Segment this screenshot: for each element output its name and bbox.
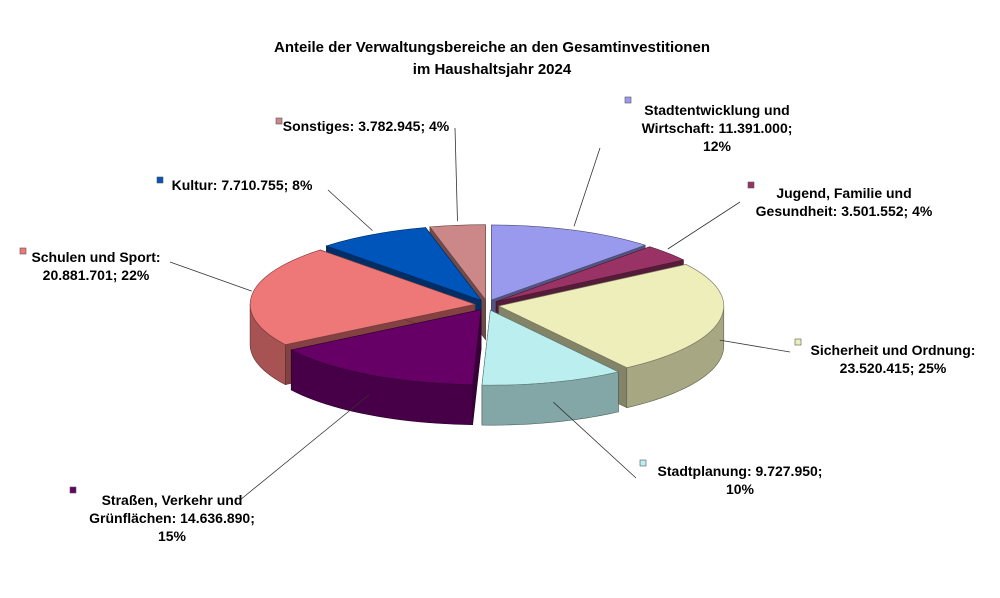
data-label-1: Stadtentwicklung und Wirtschaft: 11.391.000; 12%: [641, 102, 793, 154]
data-label-5: Straßen, Verkehr und Grünflächen: 14.636.890; 15%: [89, 492, 255, 544]
leader-line-1: [574, 148, 600, 226]
chart-title-line-2: im Haushaltsjahr 2024: [412, 61, 572, 78]
label-marker-6: [20, 248, 26, 254]
label-marker-3: [795, 339, 801, 345]
leader-line-8: [455, 128, 457, 221]
label-marker-5: [70, 487, 76, 493]
label-marker-1: [625, 97, 631, 103]
data-label-4: Stadtplanung: 9.727.950; 10%: [657, 463, 823, 497]
data-label-8: Sonstiges: 3.782.945; 4%: [282, 118, 450, 134]
data-label-2: Jugend, Familie und Gesundheit: 3.501.552; 4%: [755, 185, 933, 219]
leader-line-6: [170, 262, 252, 291]
label-marker-8: [276, 118, 282, 124]
data-label-7: Kultur: 7.710.755; 8%: [171, 177, 313, 193]
data-label-6: Schulen und Sport: 20.881.701; 22%: [31, 249, 161, 283]
leader-line-7: [328, 190, 372, 231]
leader-line-2: [668, 202, 740, 249]
leader-line-3: [720, 340, 790, 352]
data-label-3: Sicherheit und Ordnung: 23.520.415; 25%: [810, 342, 976, 376]
label-marker-4: [640, 460, 646, 466]
label-marker-2: [748, 182, 754, 188]
label-marker-7: [157, 177, 163, 183]
chart-title-line-1: Anteile der Verwaltungsbereiche an den Gesamtinvestitionen: [274, 39, 710, 56]
leader-line-5: [240, 395, 369, 500]
